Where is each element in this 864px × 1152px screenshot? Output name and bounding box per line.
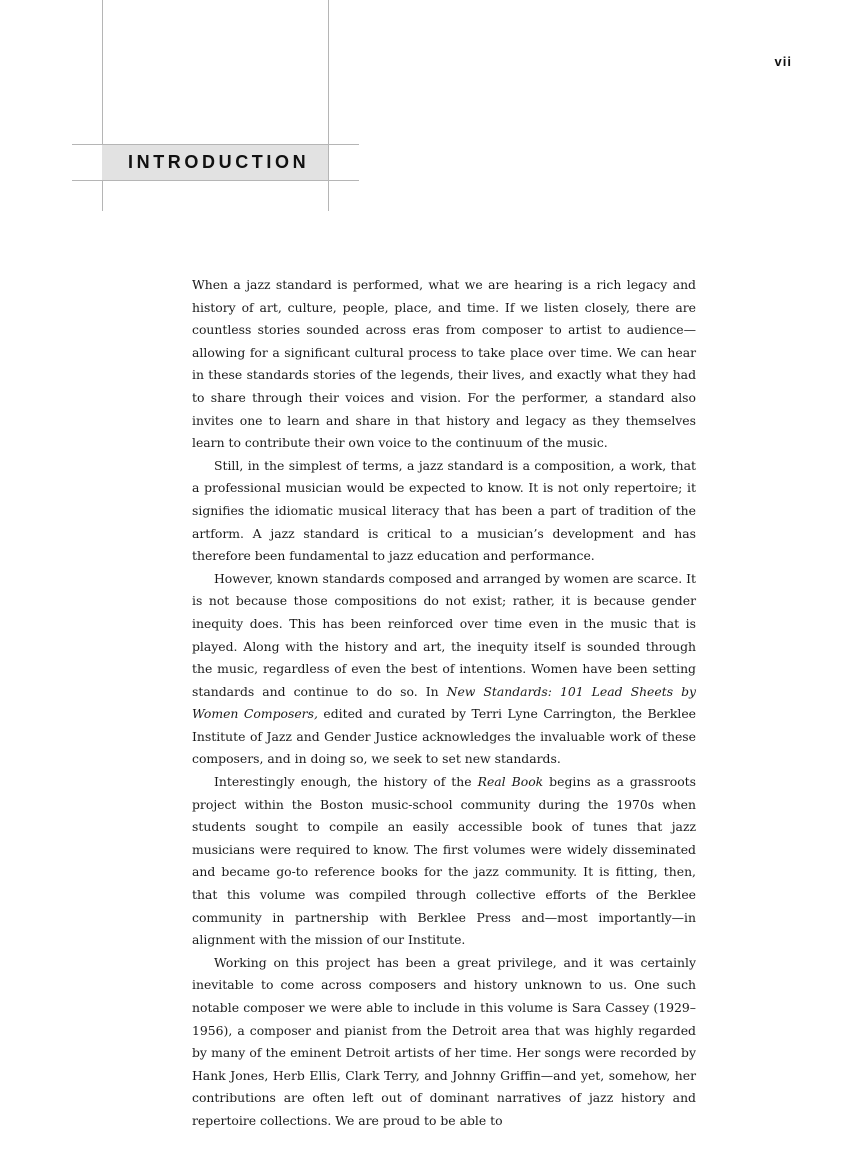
paragraph-2: Still, in the simplest of terms, a jazz standard is a composition, a work, that a professional musician would be expected to know. It is not only repertoire; it signifies the idiomatic musical literacy that has been a part of tradition of the artform. A jazz standard is critical to a musician’s development and has therefore been fundamental to jazz education and performance. (192, 457, 696, 564)
paragraph-3 (192, 568, 696, 771)
chapter-title: INTRODUCTION (128, 152, 310, 172)
crop-line-bottom (72, 180, 359, 181)
paragraph-5: Working on this project has been a great privilege, and it was certainly inevitable to come across composers and history unknown to us. One such notable composer we were able to include in this volume is Sara Cassey (1929–1956), a composer and pianist from the Detroit area that was highly regarded by many of the eminent Detroit artists of her time. Her songs were recorded by Hank Jones, Herb Ellis, Clark Terry, and Johnny Griffin—and yet, somehow, her contributions are often left out of dominant narratives of jazz history and repertoire collections. We are proud to be able to (192, 954, 696, 1128)
paragraph-1: When a jazz standard is performed, what we are hearing is a rich legacy and history of art, culture, people, place, and time. If we listen closely, there are countless stories sounded across eras from composer to artist to audience—allowing for a significant cultural process to take place over time. We can hear in these standards stories of the legends, their lives, and exactly what they had to share through their voices and vision. For the performer, a standard also invites one to learn and share in that history and legacy as they themselves learn to contribute their own voice to the continuum of the music. (192, 277, 696, 451)
body-text (192, 274, 696, 1133)
paragraph-4-text-b: begins as a grassroots project within the Boston music-school community during the 1970s when students sought to compile an easily accessible book of tunes that jazz musicians were required to know. The first volumes were widely disseminated and became go-to reference books for the jazz community. It is fitting, then, that this volume was compiled through collective efforts of the Berklee community in partnership with Berklee Press and—most importantly—in alignment with the mission of our Institute. (192, 774, 696, 948)
page-number: vii (774, 54, 792, 69)
paragraph-3-text-a: However, known standards composed and arranged by women are scarce. It is not because those compositions do not exist; rather, it is because gender inequity does. This has been reinforced over time even in the music that is played. Along with the history and art, the inequity itself is sounded through the music, regardless of even the best of intentions. Women have been setting standards and continue to do so. In (192, 570, 696, 699)
crop-line-top (72, 144, 359, 145)
paragraph-4 (192, 771, 696, 952)
book-title-real-book: Real Book (477, 774, 544, 790)
paragraph-3-text-b: edited and curated by Terri Lyne Carrington, the Berklee Institute of Jazz and Gender Justice acknowledges the invaluable work of these composers, and in doing so, we seek to set new standards. (192, 706, 696, 767)
paragraph-4-text-a: Interestingly enough, the history of the (214, 774, 478, 790)
book-title-new-standards: New Standards: 101 Lead Sheets by Women Composers, (192, 683, 697, 722)
